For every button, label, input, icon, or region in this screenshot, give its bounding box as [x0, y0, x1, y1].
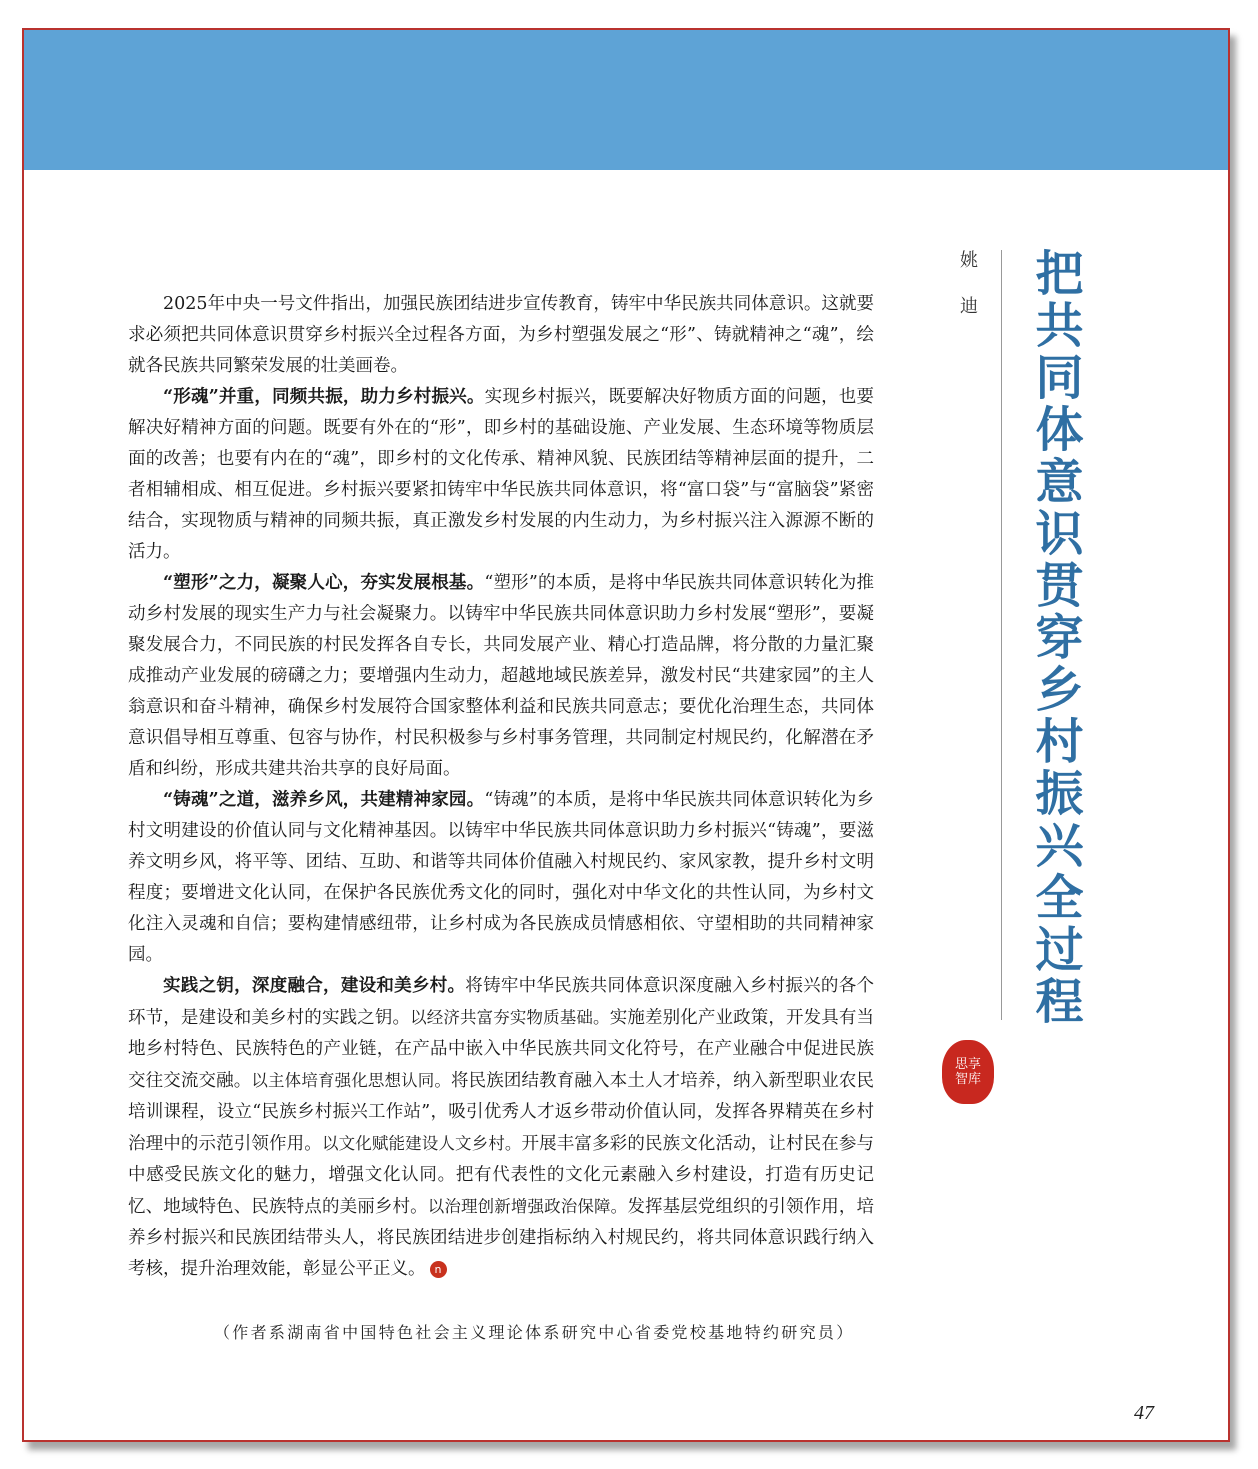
subhead-economy: 以经济共富夯实物质基础。 [410, 1008, 610, 1027]
paragraph-5 [128, 971, 874, 1285]
magazine-page [22, 28, 1230, 1442]
subhead-talent: 以主体培育强化思想认同。 [251, 1071, 451, 1090]
author-note: （作者系湖南省中国特色社会主义理论体系研究中心省委党校基地特约研究员） [214, 1323, 855, 1342]
subhead-governance: 以治理创新增强政治保障。 [427, 1197, 628, 1216]
subhead-culture: 以文化赋能建设人文乡村。 [321, 1134, 522, 1153]
paragraph-5-text-e: 发挥基层党组织的引领作用，培养乡村振兴和民族团结带头人，将民族团结进步创建指标纳入村规民约，将共同体意识践行纳入考核，提升治理效能，彰显公平正义。 [128, 1197, 875, 1279]
seal-text: 思享智库 [954, 1057, 981, 1087]
article-title: 把共同体意识贯穿乡村振兴全过程 [1027, 248, 1083, 1028]
paragraph-5-text-d: 开展丰富多彩的民族文化活动，让村民在参与中感受民族文化的魅力，增强文化认同。把有代表性的文化元素融入乡村建设，打造有历史记忆、地域特色、民族特点的美丽乡村。 [128, 1134, 875, 1217]
title-divider [1001, 250, 1002, 1020]
article-body [128, 289, 874, 1285]
paragraph-intro [128, 289, 874, 382]
paragraph-4-lead: “铸魂”之道，滋养乡风，共建精神家园。 [163, 790, 485, 810]
paragraph-4 [128, 785, 874, 971]
paragraph-5-lead: 实践之钥，深度融合，建设和美乡村。 [163, 976, 466, 996]
paragraph-3 [128, 568, 874, 785]
end-mark-icon: n [430, 1261, 447, 1278]
paragraph-4-body: “铸魂”的本质，是将中华民族共同体意识转化为乡村文明建设的价值认同与文化精神基因。以铸牢中华民族共同体意识助力乡村振兴“铸魂”，要滋养文明乡风，将平等、团结、互助、和谐等共同体价值融入村规民约、家风家教，提升乡村文明程度；要增进文化认同，在保护各民族优秀文化的同时，强化对中华文化的共性认同，为乡村文化注入灵魂和自信；要构建情感纽带，让乡村成为各民族成员情感相依、守望相助的共同精神家园。 [128, 790, 874, 965]
author-name: 姚迪 [957, 250, 978, 342]
seal-stamp-icon [942, 1040, 994, 1104]
paragraph-2-body: 实现乡村振兴，既要解决好物质方面的问题，也要解决好精神方面的问题。既要有外在的“形”，即乡村的基础设施、产业发展、生态环境等物质层面的改善；也要有内在的“魂”，即乡村的文化传承、精神风貌、民族团结等精神层面的提升，二者相辅相成、相互促进。乡村振兴要紧扣铸牢中华民族共同体意识，将“富口袋”与“富脑袋”紧密结合，实现物质与精神的同频共振，真正激发乡村发展的内生动力，为乡村振兴注入源源不断的活力。 [128, 387, 874, 562]
paragraph-intro-text: 2025年中央一号文件指出，加强民族团结进步宣传教育，铸牢中华民族共同体意识。这就要求必须把共同体意识贯穿乡村振兴全过程各方面，为乡村塑强发展之“形”、铸就精神之“魂”，绘就各民族共同繁荣发展的壮美画卷。 [128, 294, 874, 376]
page-number: 47 [1134, 1402, 1154, 1424]
paragraph-3-lead: “塑形”之力，凝聚人心，夯实发展根基。 [163, 573, 485, 593]
paragraph-5-text-a: 将铸牢中华民族共同体意识深度融入乡村振兴的各个环节，是建设和美乡村的实践之钥。 [128, 976, 875, 1028]
paragraph-2 [128, 382, 874, 568]
paragraph-5-text-b: 实施差别化产业政策，开发具有当地乡村特色、民族特色的产业链，在产品中嵌入中华民族共同文化符号，在产业融合中促进民族交往交流交融。 [128, 1008, 875, 1091]
paragraph-5-text-c: 将民族团结教育融入本土人才培养，纳入新型职业农民培训课程，设立“民族乡村振兴工作站”，吸引优秀人才返乡带动价值认同，发挥各界精英在乡村治理中的示范引领作用。 [128, 1071, 875, 1154]
paragraph-3-body: “塑形”的本质，是将中华民族共同体意识转化为推动乡村发展的现实生产力与社会凝聚力。以铸牢中华民族共同体意识助力乡村发展“塑形”，要凝聚发展合力，不同民族的村民发挥各自专长，共同发展产业、精心打造品牌，将分散的力量汇聚成推动产业发展的磅礴之力；要增强内生动力，超越地域民族差异，激发村民“共建家园”的主人翁意识和奋斗精神，确保乡村发展符合国家整体利益和民族共同意志；要优化治理生态，共同体意识倡导相互尊重、包容与协作，村民积极参与乡村事务管理，共同制定村规民约，化解潜在矛盾和纠纷，形成共建共治共享的良好局面。 [128, 573, 874, 779]
header-band [24, 30, 1228, 170]
paragraph-2-lead: “形魂”并重，同频共振，助力乡村振兴。 [163, 387, 485, 407]
